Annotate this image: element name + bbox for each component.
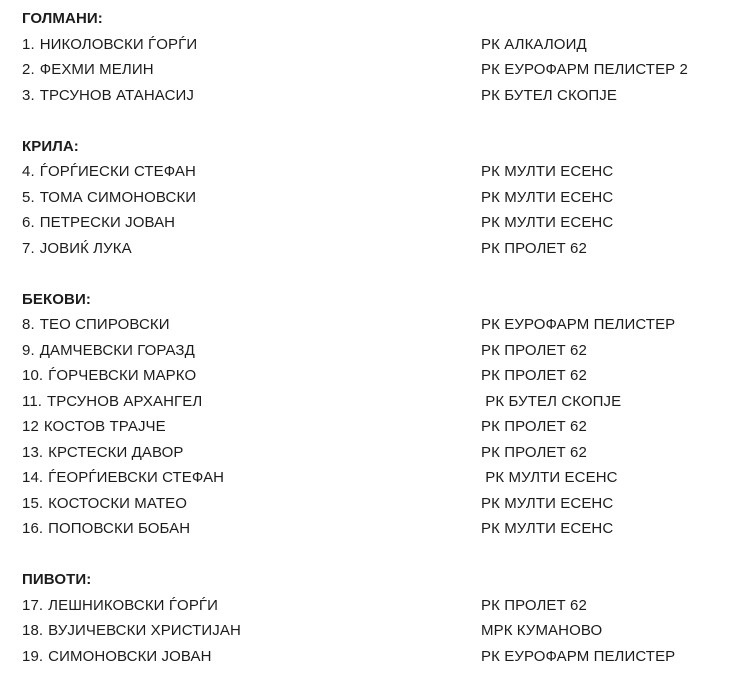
player-row [22,516,739,542]
section-header-pivots: ПИВОТИ: [22,571,92,588]
player-number: 1. [22,35,35,53]
player-club: РК БУТЕЛ СКОПЈЕ [481,86,617,104]
player-entry [22,363,481,389]
player-name: ТРСУНОВ АРХАНГЕЛ [47,392,203,410]
player-row [22,440,739,466]
player-number: 17. [22,596,44,614]
player-entry [22,83,481,109]
player-club: РК МУЛТИ ЕСЕНС [481,188,614,206]
player-row [22,363,739,389]
player-entry [22,236,481,262]
player-name: ЛЕШНИКОВСКИ ЃОРЃИ [48,596,219,614]
player-name: СИМОНОВСКИ ЈОВАН [48,647,212,665]
player-number: 2. [22,61,35,78]
player-number: 11. [22,392,43,410]
player-row [22,644,739,670]
player-club: РК ПРОЛЕТ 62 [481,341,587,359]
player-entry [22,414,481,440]
player-name: ФЕХМИ МЕЛИН [39,61,154,78]
player-name: КОСТОСКИ МАТЕО [48,494,187,512]
player-name: КРСТЕСКИ ДАВОР [48,443,184,461]
player-club: РК МУЛТИ ЕСЕНС [481,163,614,180]
player-row [22,593,739,619]
player-number: 7. [22,239,35,257]
player-entry [22,185,481,211]
player-name: ДАМЧЕВСКИ ГОРАЗД [39,341,195,359]
player-club: МРК КУМАНОВО [481,622,603,639]
player-club: РК ПРОЛЕТ 62 [481,367,587,384]
player-club: РК ПРОЛЕТ 62 [481,443,587,461]
player-name: ЃОРЧЕВСКИ МАРКО [48,367,197,384]
player-row [22,491,739,517]
player-number: 15. [22,494,44,512]
player-club: РК ЕУРОФАРМ ПЕЛИСТЕР [481,316,676,333]
player-row [22,32,739,58]
blank-line [22,261,739,287]
player-entry [22,491,481,517]
player-row [22,57,739,83]
player-club: РК АЛКАЛОИД [481,35,587,53]
player-club: РК ПРОЛЕТ 62 [481,596,587,614]
player-club: РК ЕУРОФАРМ ПЕЛИСТЕР 2 [481,61,688,78]
player-entry [22,57,481,83]
player-club: РК МУЛТИ ЕСЕНС [481,520,614,537]
player-name: ПОПОВСКИ БОБАН [48,520,191,537]
blank-line [22,108,739,134]
player-entry [22,618,481,644]
blank-line [22,542,739,568]
player-name: ТОМА СИМОНОВСКИ [39,188,197,206]
player-club: РК МУЛТИ ЕСЕНС [481,214,614,231]
player-row [22,210,739,236]
player-entry [22,159,481,185]
player-row [22,312,739,338]
player-number: 13. [22,443,44,461]
player-number: 19. [22,647,44,665]
player-row [22,389,739,415]
player-number: 8. [22,316,35,333]
player-entry [22,312,481,338]
player-name: КОСТОВ ТРАЈЧЕ [43,418,166,435]
player-entry [22,32,481,58]
player-name: ЃЕОРЃИЕВСКИ СТЕФАН [48,469,225,486]
section-header-backs: БЕКОВИ: [22,290,91,308]
player-entry [22,644,481,670]
player-row [22,338,739,364]
player-entry [22,210,481,236]
player-name: НИКОЛОВСКИ ЃОРЃИ [39,35,198,53]
player-row [22,414,739,440]
section-header-goalkeepers: ГОЛМАНИ: [22,10,103,27]
player-number: 4. [22,163,35,180]
player-club: РК ПРОЛЕТ 62 [481,239,587,257]
player-name: ЈОВИЌ ЛУКА [39,239,132,257]
player-entry [22,440,481,466]
player-club: РК ПРОЛЕТ 62 [481,418,587,435]
player-number: 14. [22,469,44,486]
player-entry [22,593,481,619]
player-name: ВУЈИЧЕВСКИ ХРИСТИЈАН [48,622,241,639]
player-entry [22,516,481,542]
player-name: ТЕО СПИРОВСКИ [39,316,170,333]
player-number: 5. [22,188,35,206]
player-row [22,159,739,185]
player-entry [22,465,481,491]
player-number: 12 [22,418,39,435]
player-number: 9. [22,341,35,359]
player-name: ПЕТРЕСКИ ЈОВАН [39,214,176,231]
player-number: 10. [22,367,44,384]
player-row [22,618,739,644]
player-name: ТРСУНОВ АТАНАСИЈ [39,86,194,104]
player-club: РК ЕУРОФАРМ ПЕЛИСТЕР [481,647,676,665]
player-club: РК БУТЕЛ СКОПЈЕ [481,392,622,410]
player-number: 3. [22,86,35,104]
player-entry [22,338,481,364]
player-club: РК МУЛТИ ЕСЕНС [481,494,614,512]
player-name: ЃОРЃИЕСКИ СТЕФАН [39,163,196,180]
section-header-wings: КРИЛА: [22,137,79,155]
player-number: 16. [22,520,44,537]
player-club: РК МУЛТИ ЕСЕНС [481,469,618,486]
player-number: 18. [22,622,44,639]
player-entry [22,389,481,415]
player-row [22,236,739,262]
player-row [22,185,739,211]
player-row [22,83,739,109]
player-row [22,465,739,491]
player-number: 6. [22,214,35,231]
